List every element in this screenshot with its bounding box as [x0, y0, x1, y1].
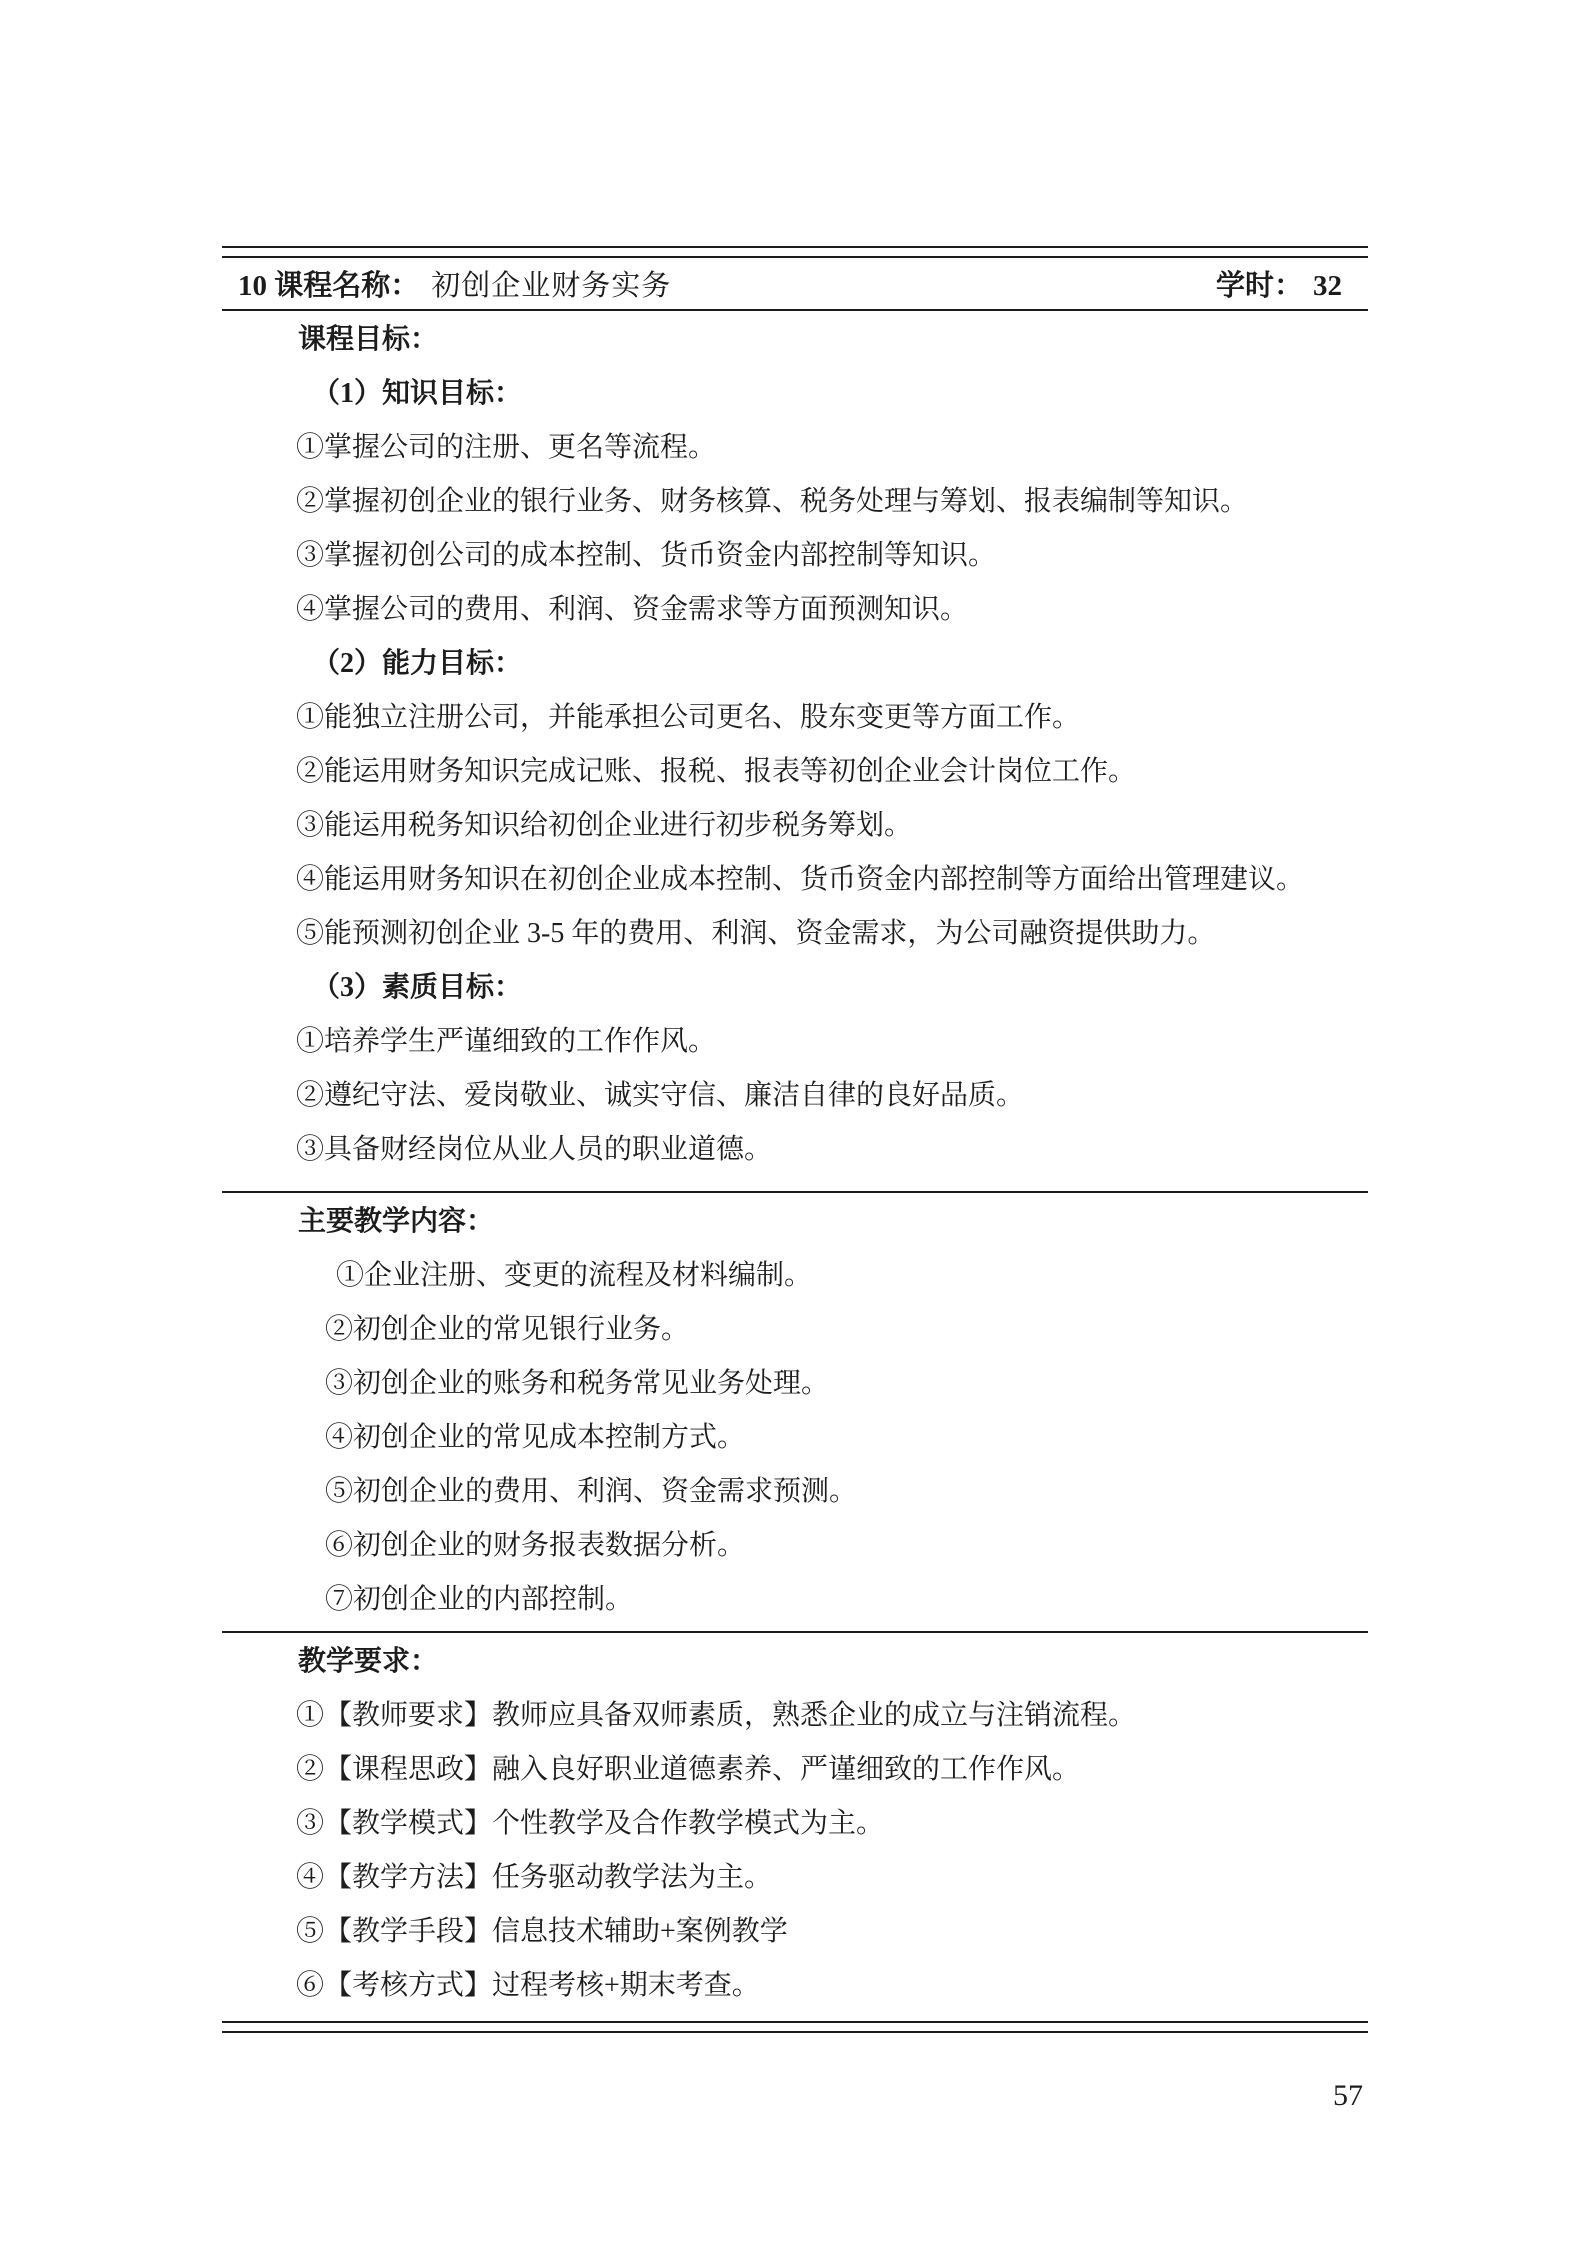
quality-goals-head: （3）素质目标： — [312, 972, 523, 1003]
teaching-requirement-item: ⑤【教学手段】信息技术辅助+案例教学 — [296, 1916, 788, 1947]
quality-goal-item: ②遵纪守法、爱岗敬业、诚实守信、廉洁自律的良好品质。 — [296, 1080, 1025, 1111]
knowledge-goal-item: ③掌握初创公司的成本控制、货币资金内部控制等知识。 — [296, 540, 997, 571]
course-name: 初创企业财务实务 — [431, 270, 672, 302]
section-teaching-requirements — [222, 1633, 1368, 2021]
teaching-content-item: ⑦初创企业的内部控制。 — [325, 1584, 634, 1615]
teaching-content-item: ⑤初创企业的费用、利润、资金需求预测。 — [325, 1476, 858, 1507]
hours-label: 学时： — [1215, 270, 1303, 302]
teaching-requirement-item: ⑥【考核方式】过程考核+期末考查。 — [296, 1970, 760, 2001]
hours-value: 32 — [1313, 270, 1342, 302]
teaching-requirement-item: ④【教学方法】任务驱动教学法为主。 — [296, 1862, 773, 1893]
teaching-content-title: 主要教学内容： — [298, 1206, 495, 1237]
knowledge-goal-item: ④掌握公司的费用、利润、资金需求等方面预测知识。 — [296, 594, 969, 625]
course-hours — [1216, 263, 1342, 304]
knowledge-goal-item: ②掌握初创企业的银行业务、财务核算、税务处理与筹划、报表编制等知识。 — [296, 486, 1249, 517]
table-bottom-border — [222, 2021, 1368, 2033]
course-title — [238, 263, 671, 304]
course-syllabus-table — [222, 246, 1368, 2033]
ability-goal-item: ①能独立注册公司，并能承担公司更名、股东变更等方面工作。 — [296, 702, 1081, 733]
teaching-content-item: ②初创企业的常见银行业务。 — [325, 1314, 690, 1345]
ability-goal-item: ⑤能预测初创企业 3-5 年的费用、利润、资金需求，为公司融资提供助力。 — [296, 918, 1216, 949]
ability-goal-item: ②能运用财务知识完成记账、报税、报表等初创企业会计岗位工作。 — [296, 756, 1137, 787]
section-teaching-content — [222, 1193, 1368, 1631]
teaching-requirement-item: ③【教学模式】个性教学及合作教学模式为主。 — [296, 1808, 885, 1839]
table-top-border — [222, 246, 1368, 258]
teaching-content-item: ⑥初创企业的财务报表数据分析。 — [325, 1530, 746, 1561]
section-course-objectives — [222, 311, 1368, 1191]
teaching-requirement-item: ②【课程思政】融入良好职业道德素养、严谨细致的工作作风。 — [296, 1754, 1081, 1785]
knowledge-goals-head: （1）知识目标： — [312, 378, 523, 409]
teaching-requirement-item: ①【教师要求】教师应具备双师素质，熟悉企业的成立与注销流程。 — [296, 1700, 1137, 1731]
quality-goal-item: ①培养学生严谨细致的工作作风。 — [296, 1026, 717, 1057]
quality-goal-item: ③具备财经岗位从业人员的职业道德。 — [296, 1134, 773, 1165]
ability-goals-head: （2）能力目标： — [312, 648, 523, 679]
ability-goal-item: ③能运用税务知识给初创企业进行初步税务筹划。 — [296, 810, 913, 841]
teaching-content-item: ①企业注册、变更的流程及材料编制。 — [336, 1260, 813, 1291]
objectives-title: 课程目标： — [298, 324, 439, 355]
teaching-requirements-title: 教学要求： — [298, 1646, 439, 1677]
course-number-label: 10 课程名称： — [238, 270, 420, 302]
ability-goal-item: ④能运用财务知识在初创企业成本控制、货币资金内部控制等方面给出管理建议。 — [296, 864, 1305, 895]
course-header-row — [222, 258, 1368, 309]
teaching-content-item: ③初创企业的账务和税务常见业务处理。 — [325, 1368, 830, 1399]
knowledge-goal-item: ①掌握公司的注册、更名等流程。 — [296, 432, 717, 463]
page-number: 57 — [1333, 2079, 1363, 2112]
teaching-content-item: ④初创企业的常见成本控制方式。 — [325, 1422, 746, 1453]
